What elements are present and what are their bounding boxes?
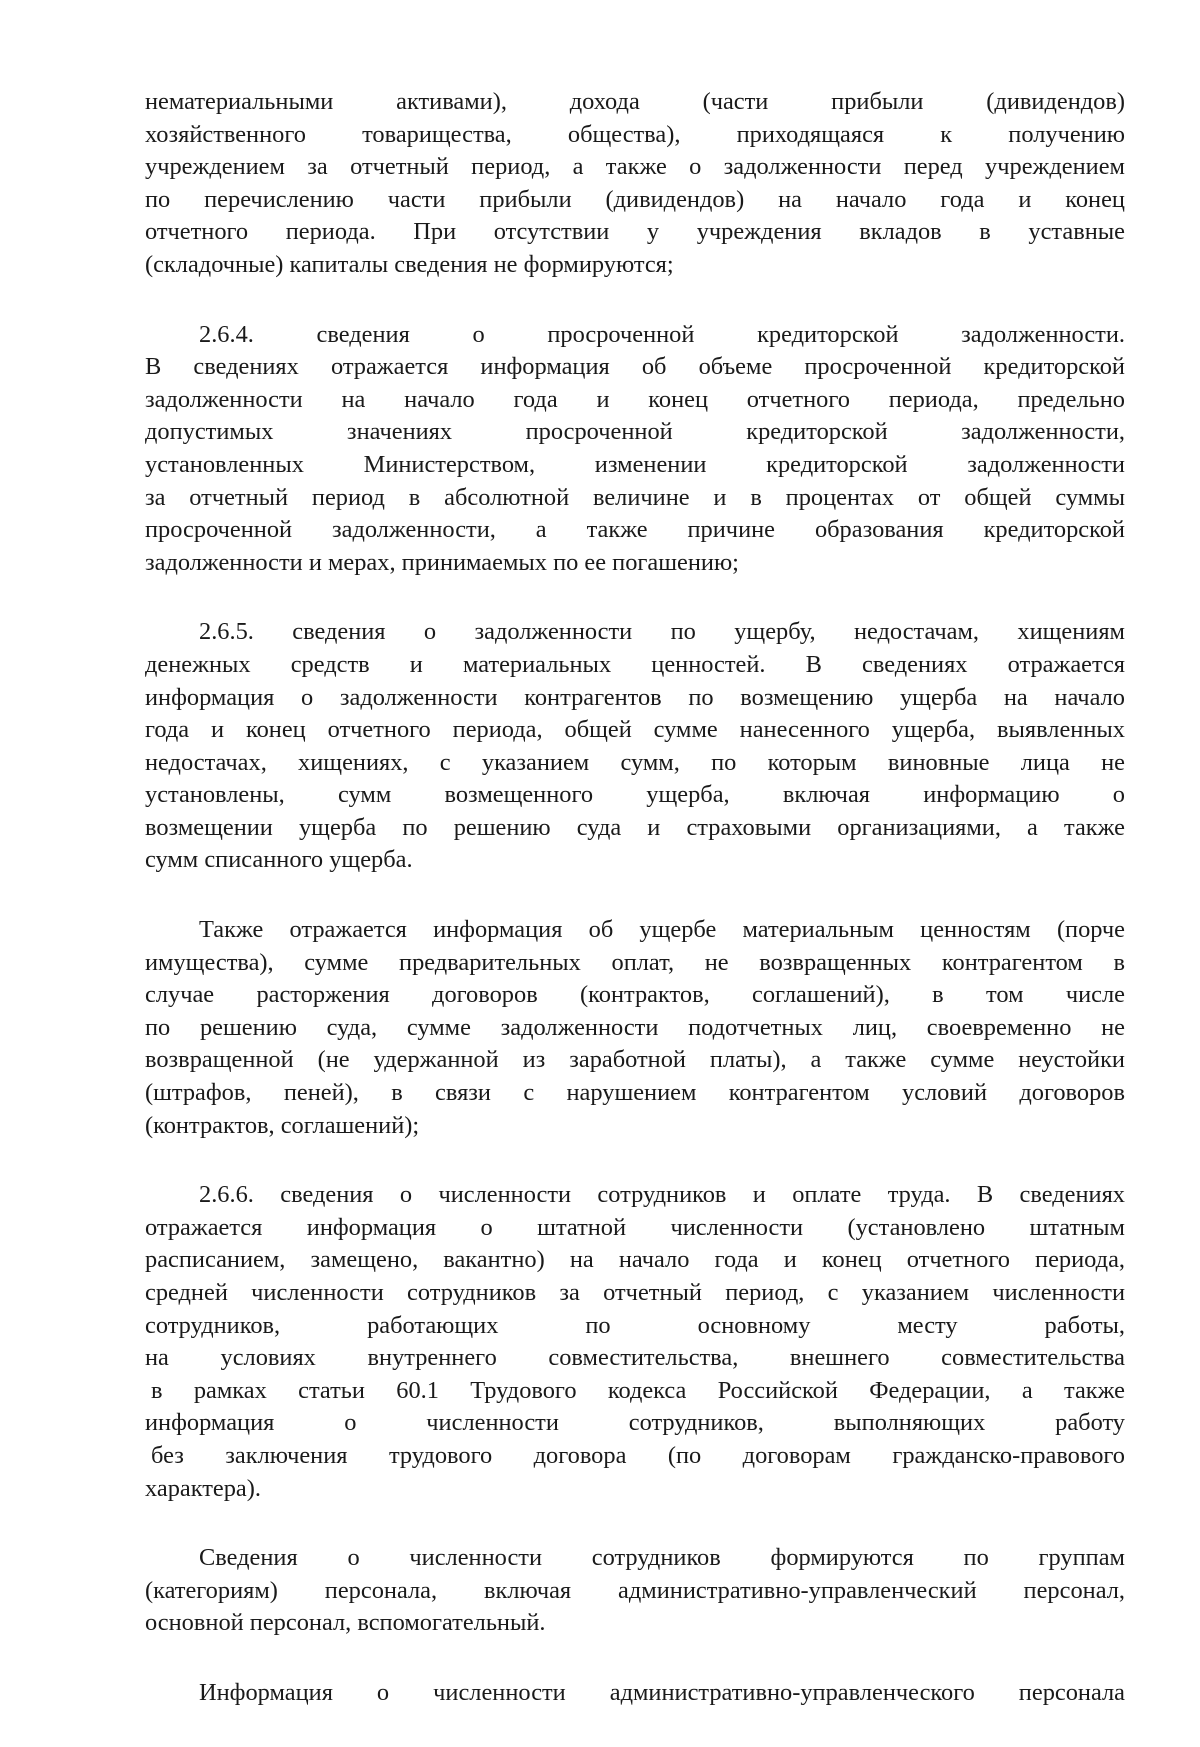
text-line: по перечислению части прибыли (дивидендов) на начало года и конец: [145, 185, 1125, 213]
document-body: [145, 86, 1125, 1747]
text-line: расписанием, замещено, вакантно) на начало года и конец отчетного периода,: [145, 1246, 1125, 1274]
text-line: хозяйственного товарищества, общества), приходящаяся к получению: [145, 120, 1125, 148]
text-line: характера).: [145, 1474, 261, 1502]
text-line: возмещении ущерба по решению суда и страховыми организациями, а также: [145, 813, 1125, 841]
text-line: сотрудников, работающих по основному месту работы,: [145, 1311, 1125, 1339]
text-line: недостачах, хищениях, с указанием сумм, по которым виновные лица не: [145, 748, 1125, 776]
text-line: случае расторжения договоров (контрактов, соглашений), в том числе: [145, 981, 1125, 1009]
text-line: (складочные) капиталы сведения не формируются;: [145, 250, 674, 278]
text-line: (штрафов, пеней), в связи с нарушением контрагентом условий договоров: [145, 1079, 1125, 1107]
text-line: в рамках статьи 60.1 Трудового кодекса Российской Федерации, а также: [151, 1376, 1125, 1404]
text-line: просроченной задолженности, а также причине образования кредиторской: [145, 516, 1125, 544]
paragraph-2-6-6: [145, 1179, 1125, 1505]
text-line: на условиях внутреннего совместительства, внешнего совместительства: [145, 1344, 1125, 1372]
text-line: 2.6.4. сведения о просроченной кредиторской задолженности.: [199, 320, 1125, 348]
text-line: отражается информация о штатной численности (установлено штатным: [145, 1213, 1125, 1241]
text-line: Сведения о численности сотрудников формируются по группам: [199, 1544, 1125, 1572]
text-line: денежных средств и материальных ценностей. В сведениях отражается: [145, 650, 1125, 678]
text-line: установленных Министерством, изменении кредиторской задолженности: [145, 450, 1125, 478]
text-line: средней численности сотрудников за отчетный период, с указанием численности: [145, 1279, 1125, 1306]
text-line: по решению суда, сумме задолженности подотчетных лиц, своевременно не: [145, 1013, 1125, 1041]
text-line: без заключения трудового договора (по договорам гражданско-правового: [151, 1441, 1125, 1469]
paragraph-dividends: [145, 86, 1125, 282]
text-line: 2.6.5. сведения о задолженности по ущербу, недостачам, хищениям: [199, 618, 1125, 646]
paragraph-2-6-4: [145, 319, 1125, 580]
paragraph-2-6-5: [145, 616, 1125, 877]
paragraph-damage: [145, 914, 1125, 1142]
text-line: Также отражается информация об ущербе материальным ценностям (порче: [199, 916, 1125, 944]
text-line: имущества), сумме предварительных оплат, не возвращенных контрагентом в: [145, 948, 1125, 976]
text-line: (категориям) персонала, включая административно-управленческий персонал,: [145, 1576, 1125, 1604]
text-line: нематериальными активами), дохода (части прибыли (дивидендов): [145, 88, 1125, 115]
text-line: 2.6.6. сведения о численности сотрудников и оплате труда. В сведениях: [199, 1181, 1125, 1209]
text-line: информация о задолженности контрагентов по возмещению ущерба на начало: [145, 683, 1125, 711]
text-line: возвращенной (не удержанной из заработной платы), а также сумме неустойки: [145, 1046, 1125, 1074]
text-line: (контрактов, соглашений);: [145, 1111, 420, 1139]
text-line: основной персонал, вспомогательный.: [145, 1609, 546, 1637]
text-line: информация о численности сотрудников, выполняющих работу: [145, 1409, 1125, 1437]
paragraph-admin-staff: [145, 1677, 1125, 1710]
text-line: учреждением за отчетный период, а также о задолженности перед учреждением: [145, 153, 1125, 181]
text-line: года и конец отчетного периода, общей сумме нанесенного ущерба, выявленных: [145, 716, 1125, 744]
text-line: сумм списанного ущерба.: [145, 846, 413, 874]
text-line: допустимых значениях просроченной кредиторской задолженности,: [145, 418, 1125, 446]
text-line: отчетного периода. При отсутствии у учреждения вкладов в уставные: [145, 218, 1125, 246]
text-line: задолженности на начало года и конец отчетного периода, предельно: [145, 385, 1125, 413]
text-line: В сведениях отражается информация об объеме просроченной кредиторской: [145, 353, 1125, 381]
text-line: задолженности и мерах, принимаемых по ее погашению;: [145, 548, 739, 576]
text-line: установлены, сумм возмещенного ущерба, включая информацию о: [145, 781, 1125, 809]
text-line: Информация о численности административно-управленческого персонала: [199, 1678, 1125, 1706]
text-line: за отчетный период в абсолютной величине и в процентах от общей суммы: [145, 483, 1125, 511]
paragraph-staff-groups: [145, 1542, 1125, 1640]
